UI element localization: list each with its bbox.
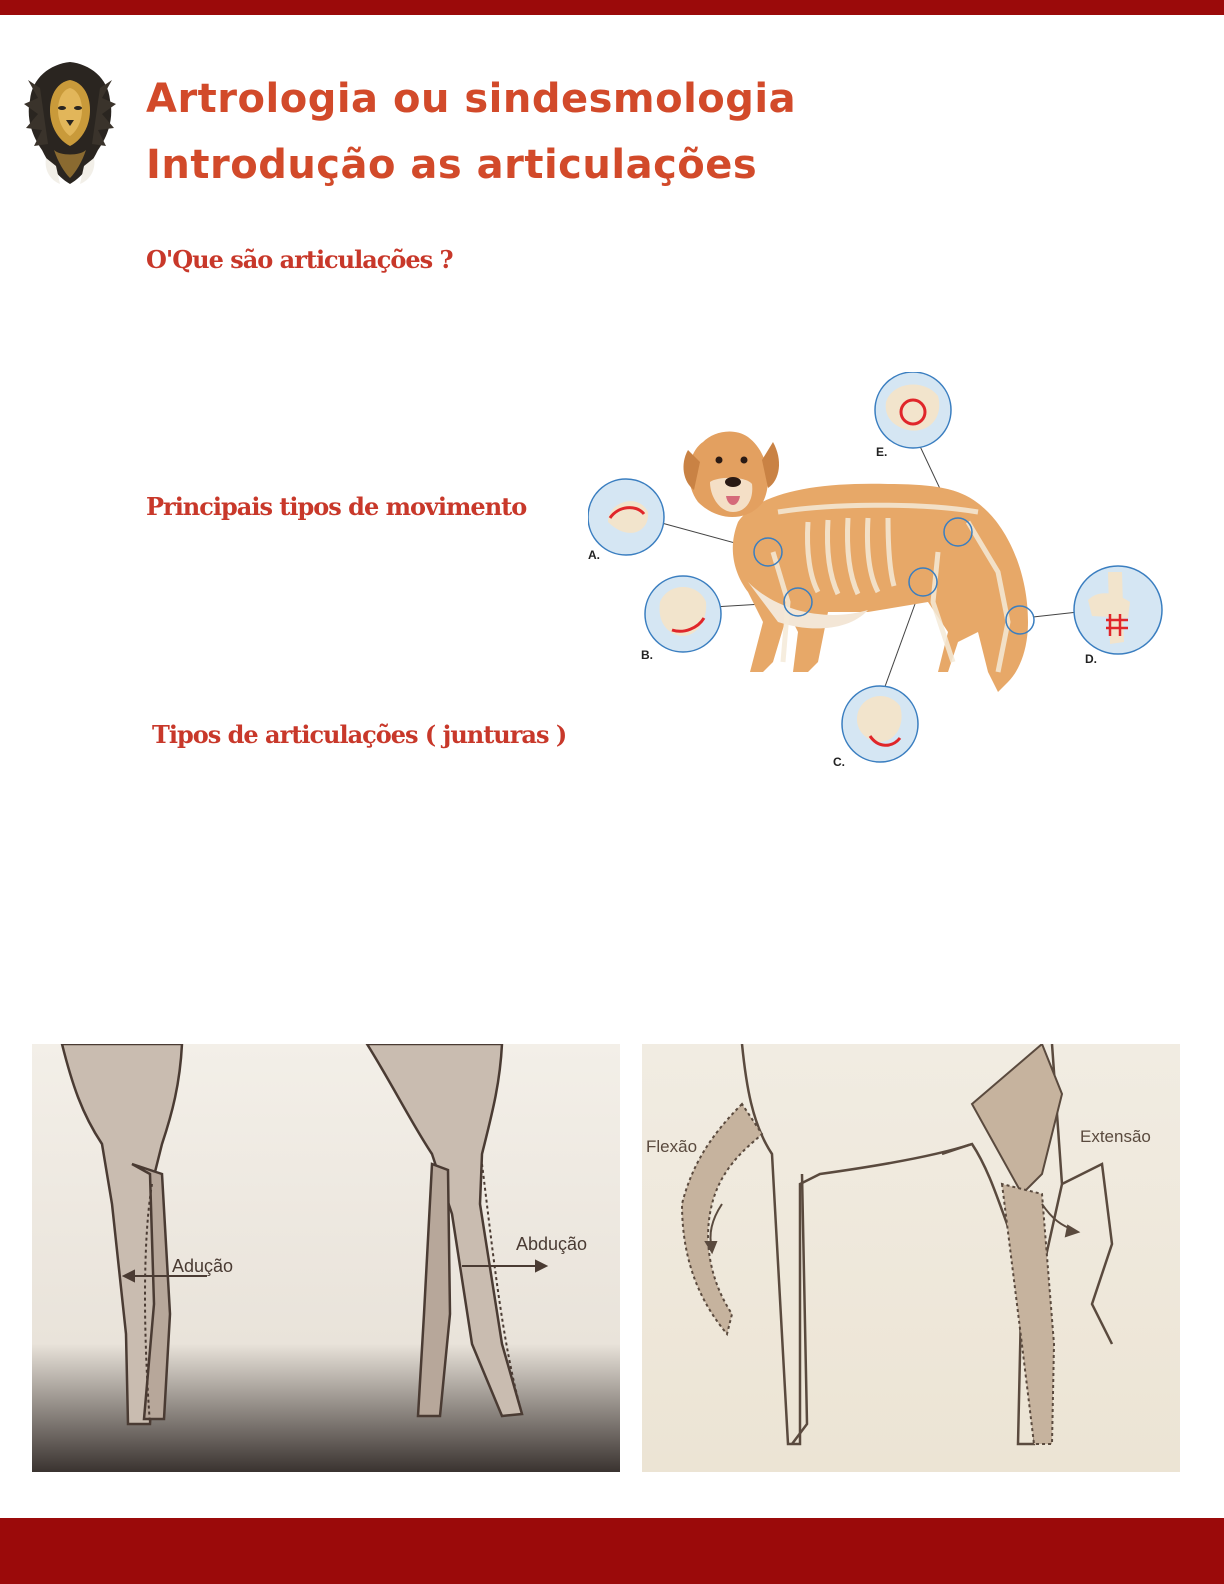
abduction-label: Abdução <box>516 1234 588 1254</box>
flexion-label: Flexão <box>646 1137 698 1156</box>
zoom-circle-b <box>645 576 721 652</box>
flexion-extension-illustration <box>642 1044 1180 1472</box>
lion-logo <box>20 58 120 188</box>
top-bar <box>0 0 1224 15</box>
figure-label-b: B. <box>641 648 653 662</box>
adduction-label: Adução <box>172 1256 234 1276</box>
figure-label-a: A. <box>588 548 600 562</box>
figure-label-c: C. <box>833 755 845 769</box>
zoom-circle-e <box>875 372 951 448</box>
extension-label: Extensão <box>1080 1127 1151 1146</box>
zoom-circle-a <box>588 479 664 555</box>
section-heading-what-are-joints: O'Que são articulações ? <box>146 245 453 274</box>
zoom-circle-d <box>1074 566 1162 654</box>
dog-joints-figure <box>588 372 1178 782</box>
figure-label-e: E. <box>876 445 888 459</box>
zoom-circle-c <box>842 686 918 762</box>
section-heading-joint-types: Tipos de articulações ( junturas ) <box>152 720 567 749</box>
page-title-line1: Artrologia ou sindesmologia <box>146 76 797 122</box>
figure-label-d: D. <box>1085 652 1097 666</box>
dog-body <box>683 432 1028 692</box>
bottom-bar <box>0 1518 1224 1584</box>
page-title-line2: Introdução as articulações <box>146 142 758 188</box>
adduction-abduction-illustration <box>32 1044 620 1472</box>
section-heading-movement-types: Principais tipos de movimento <box>146 492 527 521</box>
